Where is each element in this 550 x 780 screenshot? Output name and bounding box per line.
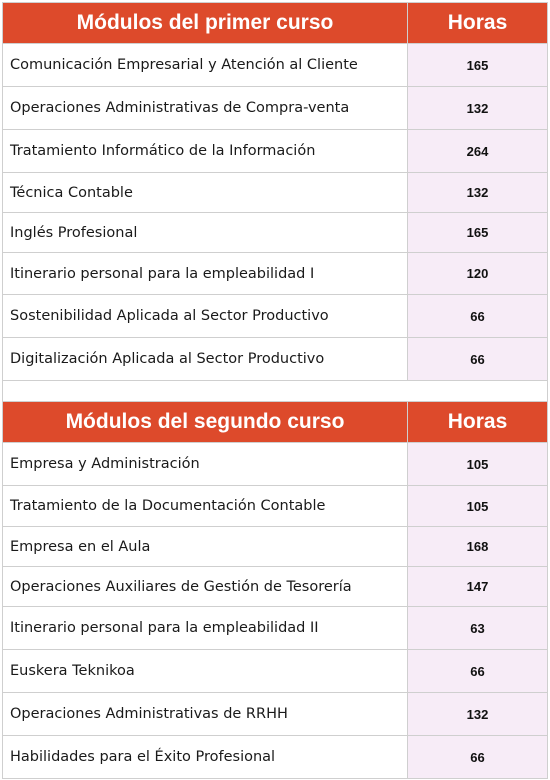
table-spacer xyxy=(2,380,548,401)
first-course-table xyxy=(2,2,548,381)
module-hours: 66 xyxy=(408,736,548,779)
module-hours: 63 xyxy=(408,607,548,650)
module-hours: 105 xyxy=(408,486,548,527)
module-name: Sostenibilidad Aplicada al Sector Productivo xyxy=(3,295,408,338)
table-row xyxy=(3,736,548,779)
module-name: Euskera Teknikoa xyxy=(3,650,408,693)
module-name: Comunicación Empresarial y Atención al Cliente xyxy=(3,44,408,87)
table-row xyxy=(3,295,548,338)
module-hours: 66 xyxy=(408,650,548,693)
table-row xyxy=(3,650,548,693)
module-hours: 168 xyxy=(408,527,548,567)
module-hours: 132 xyxy=(408,693,548,736)
module-name: Itinerario personal para la empleabilidad I xyxy=(3,253,408,295)
second-course-header-row xyxy=(3,402,548,443)
table-row xyxy=(3,87,548,130)
module-hours: 132 xyxy=(408,173,548,213)
first-course-hours-header: Horas xyxy=(408,3,548,44)
module-name: Inglés Profesional xyxy=(3,213,408,253)
table-row xyxy=(3,693,548,736)
module-hours: 165 xyxy=(408,44,548,87)
table-row xyxy=(3,338,548,381)
table-row xyxy=(3,253,548,295)
table-row xyxy=(3,173,548,213)
table-row xyxy=(3,213,548,253)
module-name: Empresa en el Aula xyxy=(3,527,408,567)
module-name: Técnica Contable xyxy=(3,173,408,213)
table-row xyxy=(3,443,548,486)
module-hours: 147 xyxy=(408,567,548,607)
second-course-modules-header: Módulos del segundo curso xyxy=(3,402,408,443)
module-hours: 264 xyxy=(408,130,548,173)
module-hours: 66 xyxy=(408,295,548,338)
module-hours: 132 xyxy=(408,87,548,130)
module-hours: 165 xyxy=(408,213,548,253)
table-row xyxy=(3,130,548,173)
first-course-header-row xyxy=(3,3,548,44)
module-name: Empresa y Administración xyxy=(3,443,408,486)
first-course-modules-header: Módulos del primer curso xyxy=(3,3,408,44)
module-name: Operaciones Administrativas de RRHH xyxy=(3,693,408,736)
table-row xyxy=(3,607,548,650)
module-hours: 120 xyxy=(408,253,548,295)
module-name: Tratamiento de la Documentación Contable xyxy=(3,486,408,527)
module-name: Operaciones Administrativas de Compra-venta xyxy=(3,87,408,130)
table-row xyxy=(3,44,548,87)
module-name: Operaciones Auxiliares de Gestión de Tesorería xyxy=(3,567,408,607)
module-name: Itinerario personal para la empleabilidad II xyxy=(3,607,408,650)
table-row xyxy=(3,527,548,567)
table-row xyxy=(3,567,548,607)
module-name: Tratamiento Informático de la Información xyxy=(3,130,408,173)
module-name: Digitalización Aplicada al Sector Productivo xyxy=(3,338,408,381)
module-name: Habilidades para el Éxito Profesional xyxy=(3,736,408,779)
second-course-hours-header: Horas xyxy=(408,402,548,443)
second-course-table xyxy=(2,401,548,779)
module-hours: 66 xyxy=(408,338,548,381)
module-hours: 105 xyxy=(408,443,548,486)
table-row xyxy=(3,486,548,527)
